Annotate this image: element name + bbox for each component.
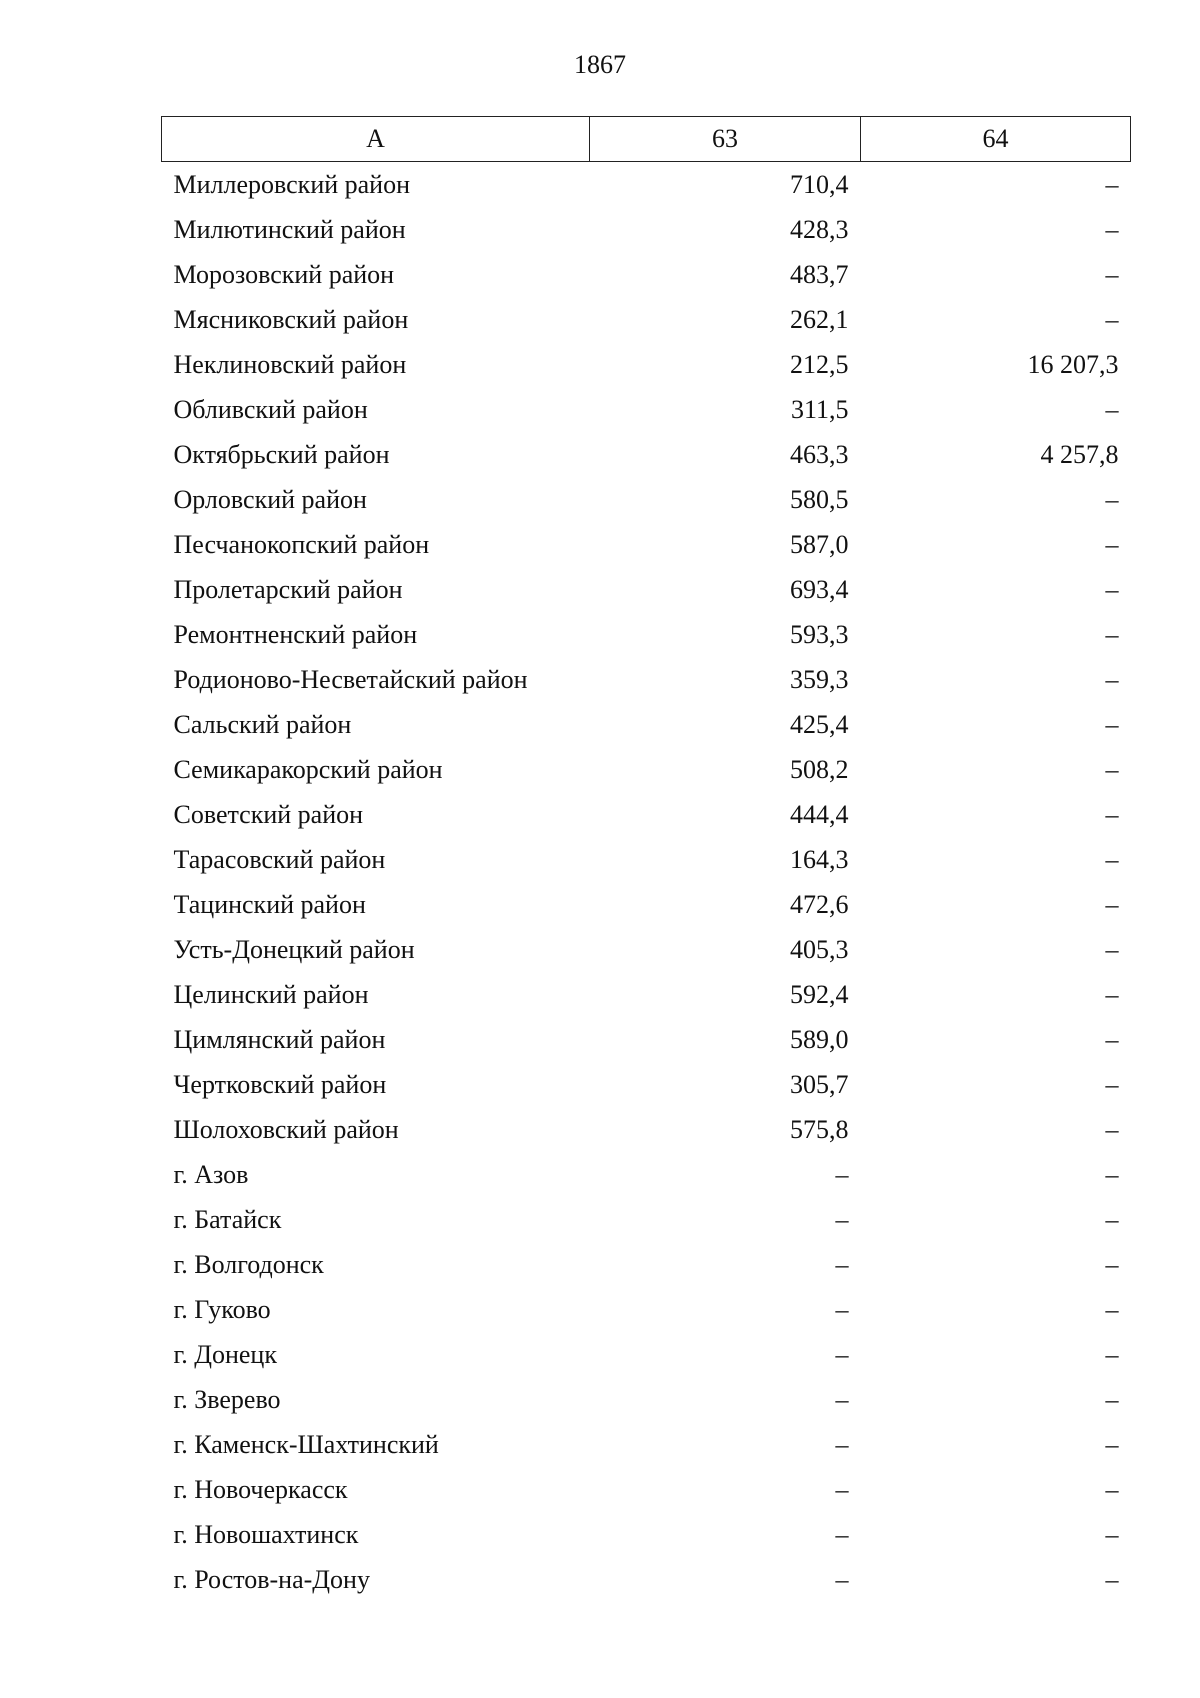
page-number: 1867: [574, 50, 626, 79]
row-name-cell: г. Азов: [173, 1159, 249, 1189]
row-name-cell: г. Каменск-Шахтинский: [173, 1429, 439, 1459]
table-row: [162, 792, 1131, 837]
value-64-cell: –: [1105, 934, 1119, 964]
row-name-cell: Цимлянский район: [173, 1024, 386, 1054]
value-63-cell: 311,5: [790, 394, 849, 424]
value-64-cell: 4 257,8: [1040, 439, 1119, 469]
value-64-cell: –: [1105, 1204, 1119, 1234]
row-name-cell: г. Новошахтинск: [173, 1519, 359, 1549]
row-name-cell: Ремонтненский район: [173, 619, 418, 649]
table-row: [162, 612, 1131, 657]
value-63-cell: 592,4: [790, 979, 849, 1009]
table-row: [162, 1287, 1131, 1332]
table-row: [162, 1062, 1131, 1107]
value-63-cell: 587,0: [790, 529, 849, 559]
value-64-cell: –: [1105, 394, 1119, 424]
value-63-cell: 463,3: [790, 439, 849, 469]
table-row: [162, 252, 1131, 297]
value-64-cell: –: [1105, 1429, 1119, 1459]
value-64-cell: –: [1105, 844, 1119, 874]
value-64-cell: –: [1105, 1159, 1119, 1189]
table-row: [162, 1242, 1131, 1287]
value-63-cell: –: [835, 1564, 849, 1594]
value-64-cell: 16 207,3: [1027, 349, 1119, 379]
table-row: [162, 927, 1131, 972]
value-63-cell: 425,4: [790, 709, 849, 739]
table-row: [162, 297, 1131, 342]
row-name-cell: Тарасовский район: [173, 844, 386, 874]
row-name-cell: Миллеровский район: [173, 169, 411, 199]
value-64-cell: –: [1105, 1294, 1119, 1324]
table-row: [162, 1377, 1131, 1422]
value-63-cell: 589,0: [790, 1024, 849, 1054]
row-name-cell: Семикаракорский район: [173, 754, 443, 784]
table-row: [162, 207, 1131, 252]
header-cell-a: А: [162, 117, 590, 162]
row-name-cell: Шолоховский район: [173, 1114, 399, 1144]
table-row: [162, 972, 1131, 1017]
value-63-cell: 444,4: [790, 799, 849, 829]
row-name-cell: г. Батайск: [173, 1204, 282, 1234]
table-row: [162, 1017, 1131, 1062]
row-name-cell: Усть-Донецкий район: [173, 934, 415, 964]
row-name-cell: Тацинский район: [173, 889, 366, 919]
value-63-cell: 428,3: [790, 214, 849, 244]
row-name-cell: г. Новочеркасск: [173, 1474, 348, 1504]
value-64-cell: –: [1105, 979, 1119, 1009]
value-63-cell: –: [835, 1159, 849, 1189]
value-64-cell: –: [1105, 754, 1119, 784]
value-64-cell: –: [1105, 889, 1119, 919]
row-name-cell: Морозовский район: [173, 259, 395, 289]
row-name-cell: Октябрьский район: [173, 439, 390, 469]
table-row: [162, 1557, 1131, 1602]
value-63-cell: –: [835, 1339, 849, 1369]
row-name-cell: Милютинский район: [173, 214, 406, 244]
value-64-cell: –: [1105, 529, 1119, 559]
value-63-cell: –: [835, 1249, 849, 1279]
value-63-cell: –: [835, 1519, 849, 1549]
data-table: [161, 116, 1131, 1602]
row-name-cell: Чертковский район: [173, 1069, 387, 1099]
row-name-cell: Пролетарский район: [173, 574, 403, 604]
value-64-cell: –: [1105, 259, 1119, 289]
header-row: [162, 117, 1131, 162]
value-64-cell: –: [1105, 1339, 1119, 1369]
row-name-cell: Орловский район: [173, 484, 367, 514]
table-row: [162, 657, 1131, 702]
value-64-cell: –: [1105, 1069, 1119, 1099]
row-name-cell: Родионово-Несветайский район: [173, 664, 528, 694]
value-63-cell: –: [835, 1294, 849, 1324]
table-row: [162, 882, 1131, 927]
table-row: [162, 1332, 1131, 1377]
value-63-cell: 710,4: [790, 169, 849, 199]
table-row: [162, 567, 1131, 612]
table-row: [162, 1467, 1131, 1512]
value-64-cell: –: [1105, 1564, 1119, 1594]
row-name-cell: г. Зверево: [173, 1384, 281, 1414]
value-63-cell: 164,3: [790, 844, 849, 874]
table-row: [162, 702, 1131, 747]
value-63-cell: –: [835, 1204, 849, 1234]
value-64-cell: –: [1105, 1384, 1119, 1414]
value-64-cell: –: [1105, 574, 1119, 604]
row-name-cell: Неклиновский район: [173, 349, 407, 379]
value-64-cell: –: [1105, 304, 1119, 334]
value-63-cell: 212,5: [790, 349, 849, 379]
value-64-cell: –: [1105, 799, 1119, 829]
table-header: [162, 117, 1131, 162]
value-63-cell: 483,7: [790, 259, 849, 289]
table-row: [162, 162, 1131, 208]
table-row: [162, 387, 1131, 432]
table-row: [162, 837, 1131, 882]
value-64-cell: –: [1105, 619, 1119, 649]
value-63-cell: –: [835, 1429, 849, 1459]
row-name-cell: Мясниковский район: [173, 304, 409, 334]
value-63-cell: 305,7: [790, 1069, 849, 1099]
value-64-cell: –: [1105, 484, 1119, 514]
table-row: [162, 1197, 1131, 1242]
value-63-cell: –: [835, 1474, 849, 1504]
value-63-cell: 593,3: [790, 619, 849, 649]
table-row: [162, 477, 1131, 522]
row-name-cell: г. Донецк: [173, 1339, 277, 1369]
header-cell-63: 63: [590, 117, 861, 162]
value-64-cell: –: [1105, 1114, 1119, 1144]
value-63-cell: 262,1: [790, 304, 849, 334]
table-body: [162, 162, 1131, 1603]
table-row: [162, 1107, 1131, 1152]
value-64-cell: –: [1105, 1474, 1119, 1504]
value-64-cell: –: [1105, 214, 1119, 244]
table-row: [162, 1512, 1131, 1557]
value-63-cell: 575,8: [790, 1114, 849, 1144]
row-name-cell: г. Гуково: [173, 1294, 271, 1324]
header-cell-64: 64: [861, 117, 1131, 162]
value-64-cell: –: [1105, 664, 1119, 694]
value-64-cell: –: [1105, 1519, 1119, 1549]
row-name-cell: Обливский район: [173, 394, 368, 424]
value-64-cell: –: [1105, 1249, 1119, 1279]
row-name-cell: Советский район: [173, 799, 364, 829]
row-name-cell: Песчанокопский район: [173, 529, 430, 559]
table-row: [162, 1152, 1131, 1197]
row-name-cell: г. Волгодонск: [173, 1249, 324, 1279]
table-row: [162, 747, 1131, 792]
value-63-cell: 508,2: [790, 754, 849, 784]
table-row: [162, 1422, 1131, 1467]
value-63-cell: 472,6: [790, 889, 849, 919]
value-63-cell: 693,4: [790, 574, 849, 604]
value-64-cell: –: [1105, 169, 1119, 199]
value-64-cell: –: [1105, 709, 1119, 739]
table-row: [162, 342, 1131, 387]
row-name-cell: г. Ростов-на-Дону: [173, 1564, 370, 1594]
table-row: [162, 522, 1131, 567]
value-63-cell: 359,3: [790, 664, 849, 694]
row-name-cell: Сальский район: [173, 709, 352, 739]
value-63-cell: 580,5: [790, 484, 849, 514]
table-row: [162, 432, 1131, 477]
value-63-cell: –: [835, 1384, 849, 1414]
value-64-cell: –: [1105, 1024, 1119, 1054]
row-name-cell: Целинский район: [173, 979, 369, 1009]
value-63-cell: 405,3: [790, 934, 849, 964]
